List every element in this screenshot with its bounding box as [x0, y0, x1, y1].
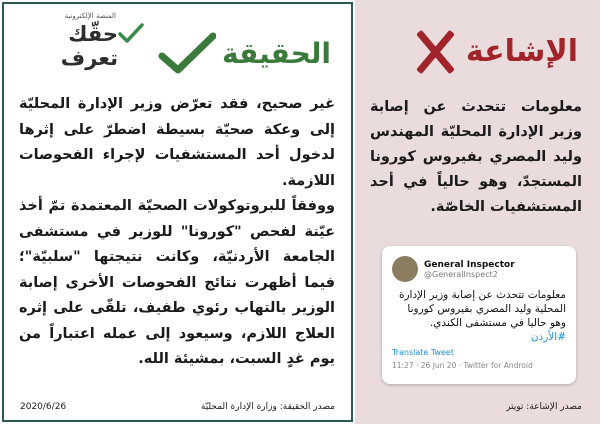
- tweet-timestamp: 11:27 · 26 Jun 20 · Twitter for Android: [392, 361, 533, 370]
- logo-check-icon: [118, 22, 144, 44]
- fact-title: الحقيقة: [221, 36, 331, 70]
- cross-icon: [412, 28, 458, 74]
- tweet-text: [392, 288, 566, 344]
- fact-source: مصدر الحقيقة: وزارة الإدارة المحليّة: [200, 402, 335, 412]
- fact-heading: [158, 32, 331, 74]
- tweet-screenshot: [382, 246, 576, 384]
- rumor-heading: [412, 28, 578, 74]
- tweet-hashtag[interactable]: #الأردن: [530, 331, 566, 343]
- rumor-panel: [355, 0, 600, 424]
- fact-paragraph-2: ووفقاً للبروتوكولات الصحيّة المعتمدة تمّ أخذ عيّنة لفحص "كورونا" للوزير في مستشفى الجامعة الأردنيّة، وكانت نتيجتها "سلبيّة"؛ فيما أظهرت نتائج الفحوصات الأخرى إصابة الوزير بالتهاب رئوي طفيف، تلقّى على إثره العلاج اللازم، وسيعود إلى عمله اعتباراً من يوم غدٍ السبت، بمشيئة الله.: [19, 198, 335, 367]
- platform-logo[interactable]: [14, 10, 144, 70]
- tweet-author-handle[interactable]: @GeneralInspect2: [424, 269, 498, 279]
- checkmark-icon: [158, 32, 216, 74]
- logo-subtitle: المنصة الإلكترونية: [64, 12, 116, 20]
- rumor-title: الإشاعة: [465, 33, 578, 69]
- tweet-body-text: معلومات تتحدث عن إصابة وزير الإدارة المحلية وليد المصري بفيروس كورونا وهو حاليا في مستشفى الكندي.: [398, 289, 566, 329]
- logo-title: حقّك تعرف: [60, 22, 118, 70]
- rumor-source: مصدر الإشاعة: تويتر: [506, 402, 582, 412]
- fact-date: 2020/6/26: [20, 402, 67, 412]
- tweet-author-name[interactable]: General Inspector: [424, 259, 515, 270]
- fact-paragraph-1: غير صحيح، فقد تعرّض وزير الإدارة المحليّة إلى وعكة صحيّة بسيطة اضطرّ على إثرها لدخول أحد المستشفيات لإجراء الفحوصات اللازمة.: [19, 96, 335, 189]
- tweet-header: [392, 256, 566, 282]
- translate-tweet-link[interactable]: Translate Tweet: [392, 348, 454, 357]
- tweet-author: [424, 260, 515, 279]
- rumor-body: معلومات تتحدث عن إصابة وزير الإدارة المحليّة المهندس وليد المصري بفيروس كورونا المستجدّ، وهو حالياً في أحد المستشفيات الخاصّة.: [370, 99, 582, 215]
- avatar[interactable]: [392, 256, 418, 282]
- fact-body: [19, 92, 335, 373]
